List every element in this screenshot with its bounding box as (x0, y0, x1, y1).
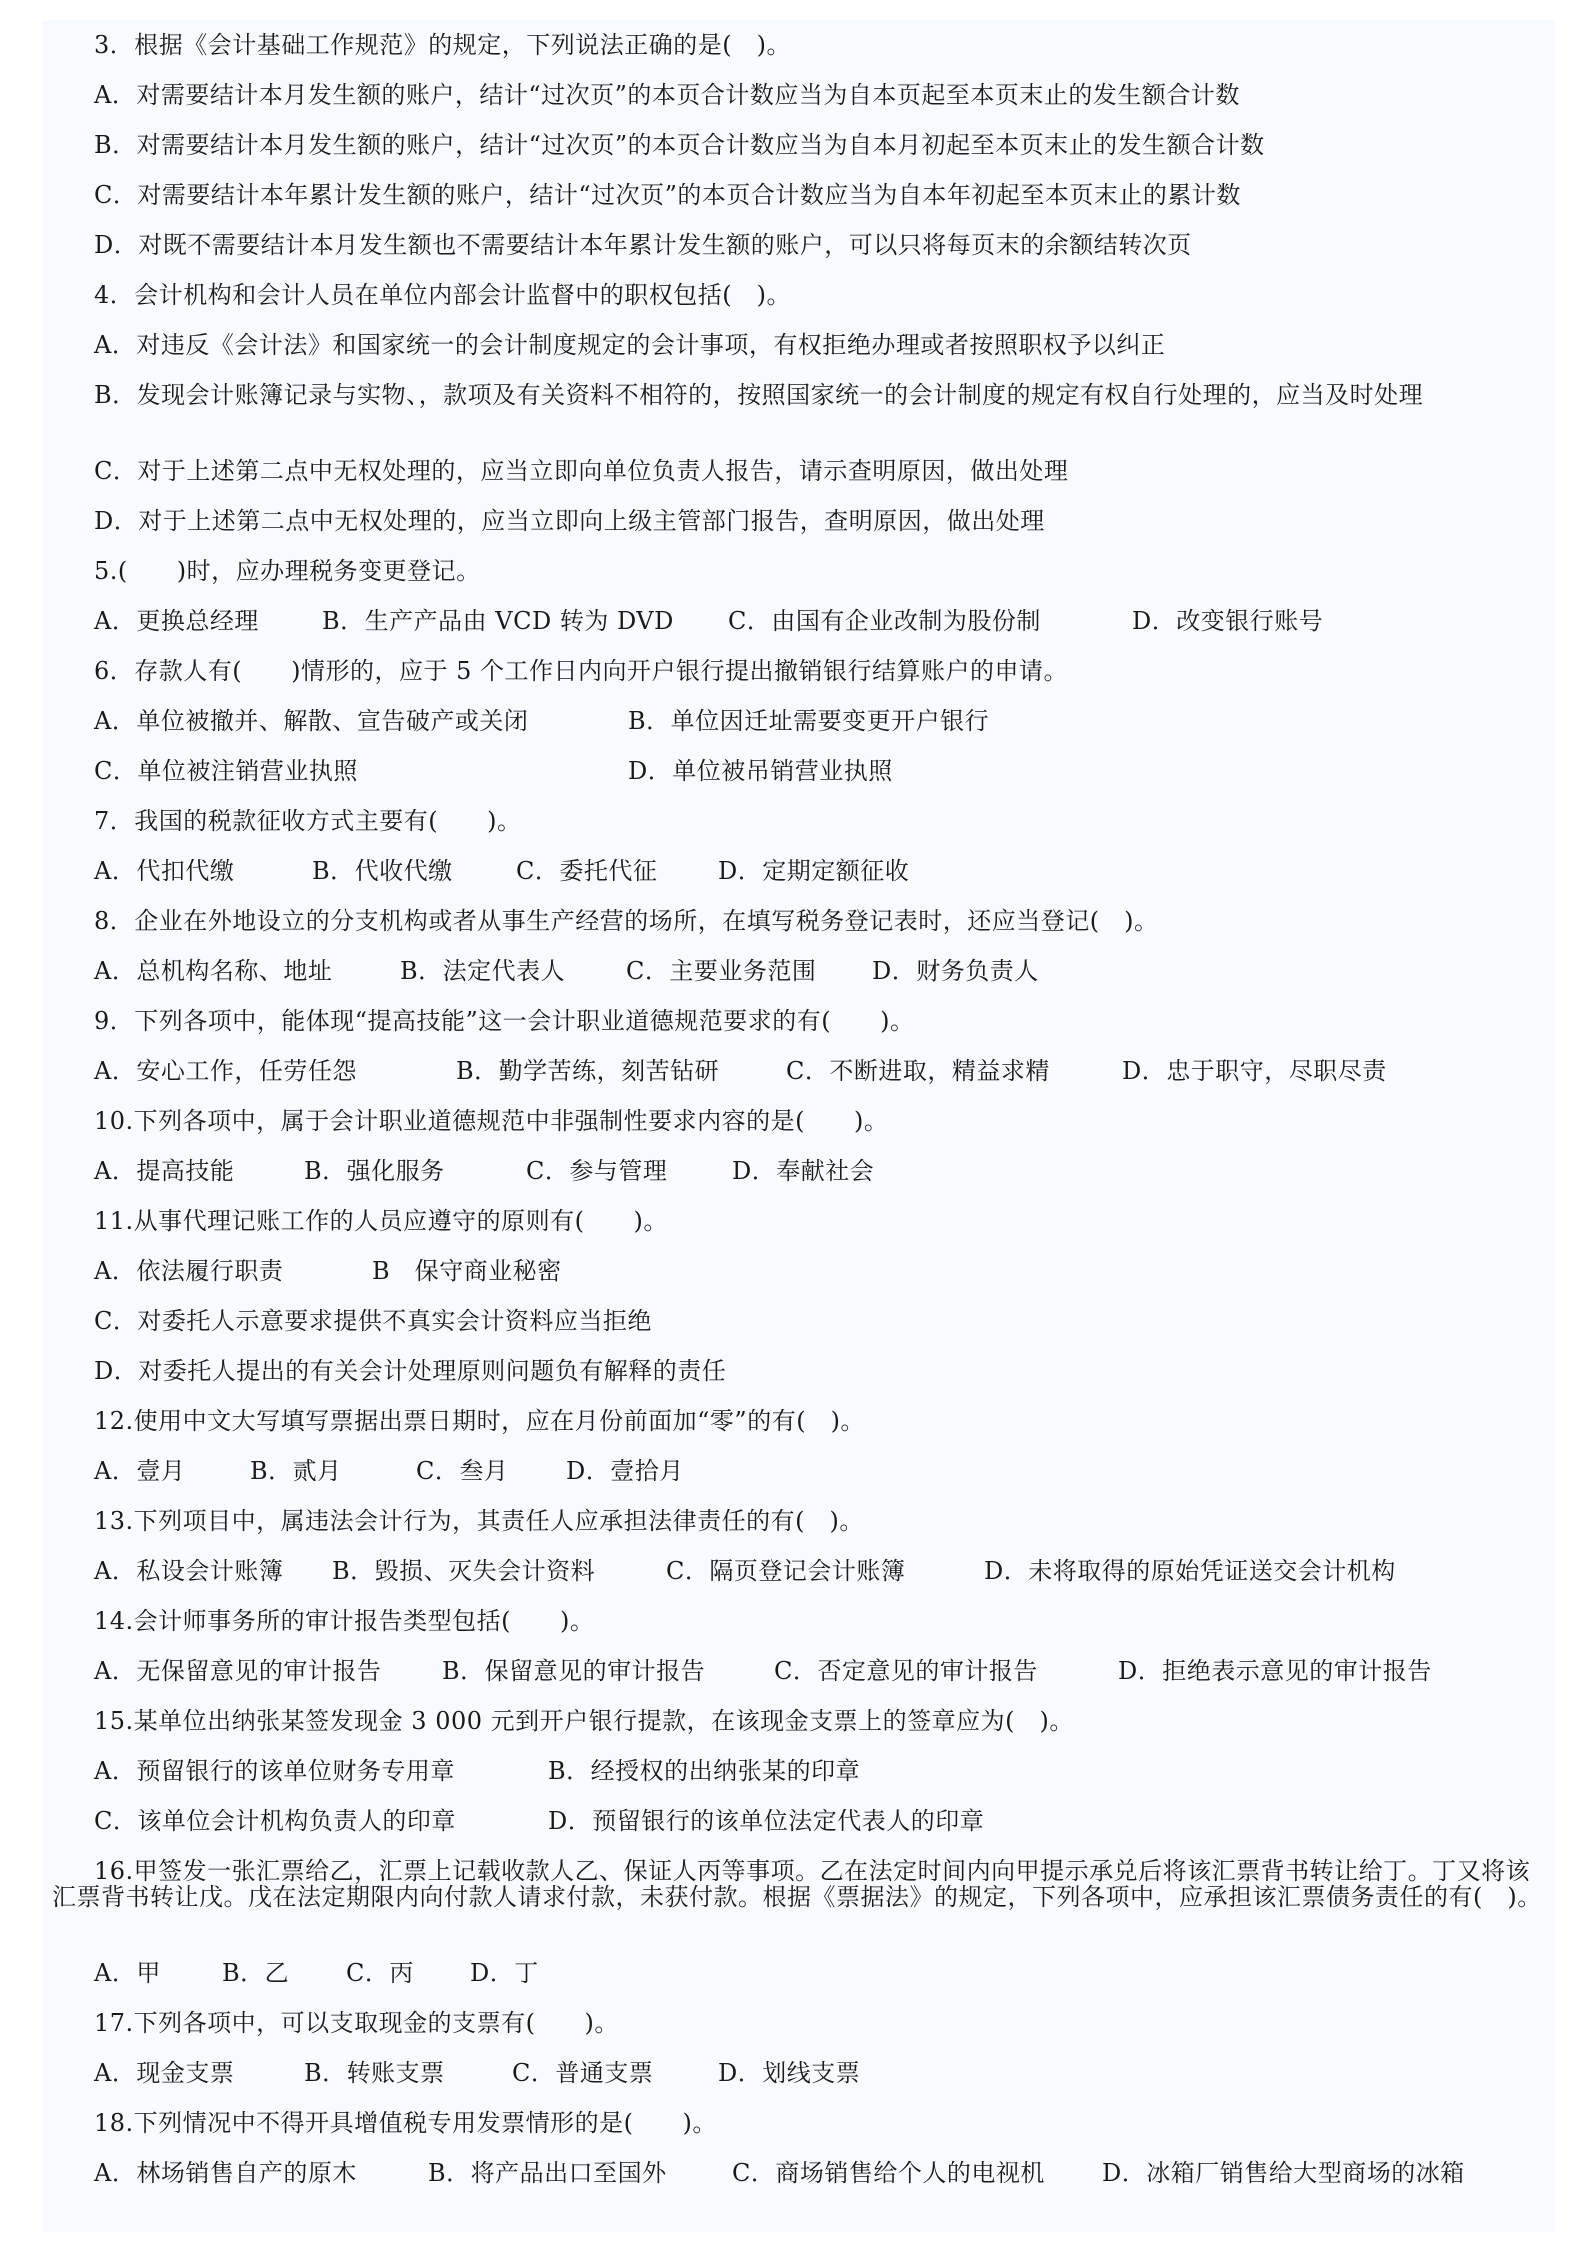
option-14c: C．否定意见的审计报告 (774, 1657, 1038, 1685)
option-13a: A．私设会计账簿 (94, 1557, 284, 1585)
options-16 (42, 1948, 1554, 1998)
question-12: 12.使用中文大写填写票据出票日期时，应在月份前面加“零”的有( )。 (94, 1407, 865, 1435)
option-9a: A．安心工作，任劳任怨 (94, 1057, 357, 1085)
option-16a: A．甲 (94, 1959, 161, 1987)
option-12b: B．贰月 (250, 1457, 342, 1485)
option-14b: B．保留意见的审计报告 (442, 1657, 706, 1685)
option-13c: C．隔页登记会计账簿 (666, 1557, 906, 1585)
question-6: 6．存款人有( )情形的，应于 5 个工作日内向开户银行提出撤销银行结算账户的申请。 (94, 657, 1069, 685)
option-4c: C．对于上述第二点中无权处理的，应当立即向单位负责人报告，请示查明原因，做出处理 (94, 457, 1069, 485)
option-8a: A．总机构名称、地址 (94, 957, 333, 985)
options-12 (42, 1446, 1554, 1496)
option-12a: A．壹月 (94, 1457, 186, 1485)
option-18d: D．冰箱厂销售给大型商场的冰箱 (1102, 2159, 1465, 2187)
option-16c: C．丙 (346, 1959, 414, 1987)
option-14a: A．无保留意见的审计报告 (94, 1657, 382, 1685)
question-17: 17.下列各项中，可以支取现金的支票有( )。 (94, 2009, 619, 2037)
option-11c: C．对委托人示意要求提供不真实会计资料应当拒绝 (94, 1307, 652, 1335)
option-6b: B．单位因迁址需要变更开户银行 (628, 707, 990, 735)
option-5c: C．由国有企业改制为股份制 (728, 607, 1041, 635)
option-9b: B．勤学苦练，刻苦钻研 (456, 1057, 720, 1085)
option-4a: A．对违反《会计法》和国家统一的会计制度规定的会计事项，有权拒绝办理或者按照职权予以纠正 (94, 331, 1166, 359)
option-5d: D．改变银行账号 (1132, 607, 1324, 635)
option-3c: C．对需要结计本年累计发生额的账户，结计“过次页”的本页合计数应当为自本年初起至本页末止的累计数 (94, 181, 1241, 209)
document-page (42, 20, 1554, 2232)
option-3d: D．对既不需要结计本月发生额也不需要结计本年累计发生额的账户，可以只将每页末的余额结转次页 (94, 231, 1192, 259)
options-17 (42, 2048, 1554, 2098)
option-3b: B．对需要结计本月发生额的账户，结计“过次页”的本页合计数应当为自本月初起至本页末止的发生额合计数 (94, 131, 1265, 159)
options-8 (42, 946, 1554, 996)
option-10c: C．参与管理 (526, 1157, 668, 1185)
option-5b: B．生产产品由 VCD 转为 DVD (322, 607, 674, 635)
question-15: 15.某单位出纳张某签发现金 3 000 元到开户银行提款，在该现金支票上的签章应为( )。 (94, 1707, 1074, 1735)
option-8c: C．主要业务范围 (626, 957, 817, 985)
option-4b: B．发现会计账簿记录与实物、，款项及有关资料不相符的，按照国家统一的会计制度的规定有权自行处理的，应当及时处理 (94, 381, 1424, 409)
question-7: 7．我国的税款征收方式主要有( )。 (94, 807, 522, 835)
option-6c: C．单位被注销营业执照 (94, 757, 358, 785)
options-6-row2 (42, 746, 1554, 796)
option-10b: B．强化服务 (304, 1157, 445, 1185)
option-10d: D．奉献社会 (732, 1157, 875, 1185)
options-13 (42, 1546, 1554, 1596)
option-6a: A．单位被撤并、解散、宣告破产或关闭 (94, 707, 529, 735)
option-15a: A．预留银行的该单位财务专用章 (94, 1757, 455, 1785)
option-12d: D．壹拾月 (566, 1457, 684, 1485)
question-3: 3．根据《会计基础工作规范》的规定，下列说法正确的是( )。 (94, 31, 791, 59)
option-11a: A．依法履行职责 (94, 1257, 284, 1285)
option-8d: D．财务负责人 (872, 957, 1039, 985)
question-18: 18.下列情况中不得开具增值税专用发票情形的是( )。 (94, 2109, 717, 2137)
options-6-row1 (42, 696, 1554, 746)
option-15c: C．该单位会计机构负责人的印章 (94, 1807, 456, 1835)
option-5a: A．更换总经理 (94, 607, 259, 635)
question-16: 16.甲签发一张汇票给乙，汇票上记载收款人乙、保证人丙等事项。乙在法定时间内向甲提示承兑后将该汇票背书转让给丁。丁又将该汇票背书转让戊。戊在法定期限内向付款人请求付款，未获付款。根据《票据法》的规定，下列各项中，应承担该汇票债务责任的有( )。 (52, 1857, 1542, 1911)
option-15d: D．预留银行的该单位法定代表人的印章 (548, 1807, 985, 1835)
options-15-row2 (42, 1796, 1554, 1846)
option-9d: D．忠于职守，尽职尽责 (1122, 1057, 1387, 1085)
options-9 (42, 1046, 1554, 1096)
option-17b: B．转账支票 (304, 2059, 445, 2087)
option-16b: B．乙 (222, 1959, 290, 1987)
question-list (42, 20, 1554, 2198)
option-18c: C．商场销售给个人的电视机 (732, 2159, 1045, 2187)
question-5: 5.( )时，应办理税务变更登记。 (94, 557, 481, 585)
option-14d: D．拒绝表示意见的审计报告 (1118, 1657, 1432, 1685)
option-18a: A．林场销售自产的原木 (94, 2159, 357, 2187)
options-18 (42, 2148, 1554, 2198)
option-13b: B．毁损、灭失会计资料 (332, 1557, 596, 1585)
options-7 (42, 846, 1554, 896)
options-14 (42, 1646, 1554, 1696)
option-18b: B．将产品出口至国外 (428, 2159, 667, 2187)
options-11-row1 (42, 1246, 1554, 1296)
question-13: 13.下列项目中，属违法会计行为，其责任人应承担法律责任的有( )。 (94, 1507, 864, 1535)
question-10: 10.下列各项中，属于会计职业道德规范中非强制性要求内容的是( )。 (94, 1107, 889, 1135)
option-11b: B 保守商业秘密 (372, 1257, 562, 1285)
option-16d: D．丁 (470, 1959, 539, 1987)
option-9c: C．不断进取，精益求精 (786, 1057, 1050, 1085)
option-7d: D．定期定额征收 (718, 857, 910, 885)
option-7a: A．代扣代缴 (94, 857, 235, 885)
options-5 (42, 596, 1554, 646)
question-11: 11.从事代理记账工作的人员应遵守的原则有( )。 (94, 1207, 668, 1235)
option-3a: A．对需要结计本月发生额的账户，结计“过次页”的本页合计数应当为自本页起至本页末止的发生额合计数 (94, 81, 1240, 109)
option-13d: D．未将取得的原始凭证送交会计机构 (984, 1557, 1396, 1585)
question-9: 9．下列各项中，能体现“提高技能”这一会计职业道德规范要求的有( )。 (94, 1007, 915, 1035)
option-17a: A．现金支票 (94, 2059, 235, 2087)
option-10a: A．提高技能 (94, 1157, 235, 1185)
option-7c: C．委托代征 (516, 857, 658, 885)
options-15-row1 (42, 1746, 1554, 1796)
option-8b: B．法定代表人 (400, 957, 566, 985)
options-10 (42, 1146, 1554, 1196)
option-17c: C．普通支票 (512, 2059, 654, 2087)
option-15b: B．经授权的出纳张某的印章 (548, 1757, 861, 1785)
option-11d: D．对委托人提出的有关会计处理原则问题负有解释的责任 (94, 1357, 727, 1385)
question-8: 8．企业在外地设立的分支机构或者从事生产经营的场所，在填写税务登记表时，还应当登记( )。 (94, 907, 1159, 935)
option-12c: C．叁月 (416, 1457, 509, 1485)
option-7b: B．代收代缴 (312, 857, 453, 885)
option-4d: D．对于上述第二点中无权处理的，应当立即向上级主管部门报告，查明原因，做出处理 (94, 507, 1045, 535)
question-4: 4．会计机构和会计人员在单位内部会计监督中的职权包括( )。 (94, 281, 791, 309)
question-14: 14.会计师事务所的审计报告类型包括( )。 (94, 1607, 595, 1635)
option-6d: D．单位被吊销营业执照 (628, 757, 893, 785)
option-17d: D．划线支票 (718, 2059, 861, 2087)
